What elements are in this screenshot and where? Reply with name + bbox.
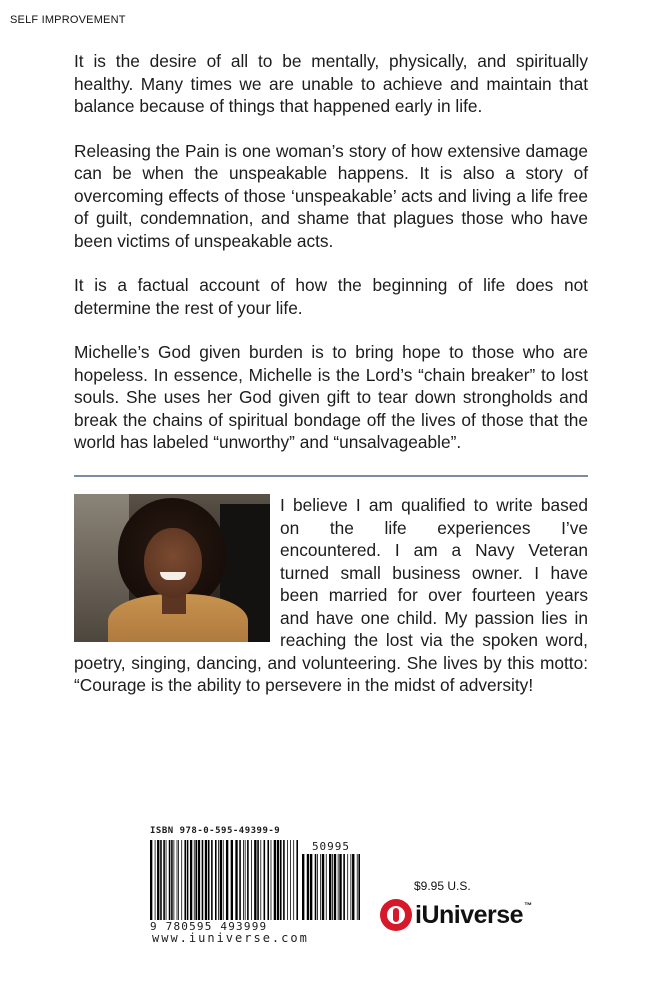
barcode-bar <box>343 854 345 920</box>
barcode-bar <box>329 854 331 920</box>
barcode-bar <box>254 840 256 920</box>
barcode-bar <box>338 854 339 920</box>
barcode-bar <box>310 854 312 920</box>
publisher-logo <box>380 898 532 932</box>
barcode-bar <box>247 840 249 920</box>
barcode-bar <box>187 840 189 920</box>
barcode-bar <box>190 840 192 920</box>
barcode-bar <box>223 840 224 920</box>
barcode-bar <box>215 840 217 920</box>
barcode-bar <box>243 840 244 920</box>
barcode-bar <box>220 840 222 920</box>
barcode-bar <box>271 840 272 920</box>
barcode-bar <box>257 840 259 920</box>
barcode-bar <box>195 840 197 920</box>
iuniverse-logo-icon <box>380 899 412 931</box>
blurb-paragraph-4: Michelle’s God given burden is to bring hope to those who are hopeless. In essence, Michelle is the Lord’s “chain breaker” to lost souls. She uses her God given gift to tear down strongholds and break the chains of spiritual bondage off the lives of those that the world has labeled “unworthy” and “unsalvageable”. <box>74 342 588 452</box>
barcode-bar <box>150 840 152 920</box>
barcode-bar <box>287 840 288 920</box>
blurb-paragraph-2: Releasing the Pain is one woman’s story of how extensive damage can be when the unspeakable happens. It is also a story of overcoming effects of those ‘unspeakable’ acts and living a life free of guilt, condemnation, and shame that plagues those who have been victims of unspeakable acts. <box>74 140 588 251</box>
barcode-bar <box>339 854 341 920</box>
barcode-bar <box>264 840 266 920</box>
barcode-bar <box>358 854 360 920</box>
category-label: SELF IMPROVEMENT <box>10 14 126 26</box>
barcode-bar <box>171 840 173 920</box>
barcode-bar <box>274 840 276 920</box>
back-cover-blurb <box>74 50 588 476</box>
barcode-bar <box>231 840 233 920</box>
barcode-bar <box>302 854 304 920</box>
barcode-bar <box>352 854 354 920</box>
barcode-bar <box>317 854 318 920</box>
publisher-website: www.iuniverse.com <box>152 931 309 945</box>
barcode-bar <box>280 840 282 920</box>
barcode-bar <box>315 854 317 920</box>
barcode-bar <box>169 840 171 920</box>
barcode-bar <box>320 854 321 920</box>
barcode-bar <box>293 840 294 920</box>
barcode <box>150 826 360 932</box>
isbn-label: ISBN 978-0-595-49399-9 <box>150 826 281 836</box>
barcode-bar <box>332 854 333 920</box>
publisher-name: iUniverse™ <box>415 900 532 929</box>
barcode-bar <box>326 854 327 920</box>
barcode-bar <box>184 840 186 920</box>
addon-barcode-bars <box>302 854 360 920</box>
author-section <box>74 494 588 697</box>
barcode-bar <box>350 854 351 920</box>
barcode-bar <box>347 854 348 920</box>
barcode-bar <box>160 840 162 920</box>
barcode-bar <box>357 854 358 920</box>
barcode-bar <box>166 840 167 920</box>
barcode-bar <box>235 840 237 920</box>
barcode-bar <box>202 840 204 920</box>
barcode-bar <box>177 840 178 920</box>
barcode-bar <box>181 840 182 920</box>
barcode-bar <box>307 854 309 920</box>
author-photo <box>74 494 270 642</box>
author-bio: I believe I am qualified to write based on the life experiences I’ve encountered. I am a Navy Veteran turned small business owner. I have been married for over fourteen years and have one child. My passion lies in reaching the lost via the spoken word, poetry, singing, dancing, and volunteering. She lives by this motto: “Courage is the ability to persevere in the midst of adversity! <box>74 495 588 695</box>
barcode-bar <box>155 840 156 920</box>
blurb-paragraph-1: It is the desire of all to be mentally, physically, and spiritually healthy. Many times we are unable to achieve and maintain that balance because of things that happened early in life. <box>74 51 588 116</box>
divider <box>74 475 588 477</box>
barcode-bar <box>157 840 159 920</box>
blurb-paragraph-3: It is a factual account of how the beginning of life does not determine the rest of your life. <box>74 275 588 318</box>
barcode-bar <box>260 840 261 920</box>
barcode-bar <box>322 854 324 920</box>
barcode-bar <box>267 840 269 920</box>
barcode-bar <box>290 840 291 920</box>
isbn-barcode-bars <box>150 840 298 920</box>
barcode-bar <box>283 840 285 920</box>
barcode-bar <box>245 840 246 920</box>
barcode-bar <box>178 840 179 920</box>
barcode-bar <box>226 840 228 920</box>
isbn-digits: 9 780595 493999 <box>150 920 298 933</box>
barcode-bar <box>334 854 336 920</box>
barcode-bar <box>277 840 279 920</box>
barcode-bar <box>163 840 165 920</box>
barcode-bar <box>211 840 213 920</box>
barcode-bar <box>173 840 174 920</box>
barcode-bar <box>296 840 298 920</box>
price-addon-digits: 50995 <box>311 840 351 853</box>
barcode-bar <box>194 840 195 920</box>
barcode-bar <box>239 840 241 920</box>
barcode-bar <box>251 840 252 920</box>
barcode-bar <box>205 840 207 920</box>
barcode-bar <box>208 840 210 920</box>
price: $9.95 U.S. <box>414 879 471 893</box>
barcode-bar <box>218 840 219 920</box>
barcode-bar <box>198 840 200 920</box>
